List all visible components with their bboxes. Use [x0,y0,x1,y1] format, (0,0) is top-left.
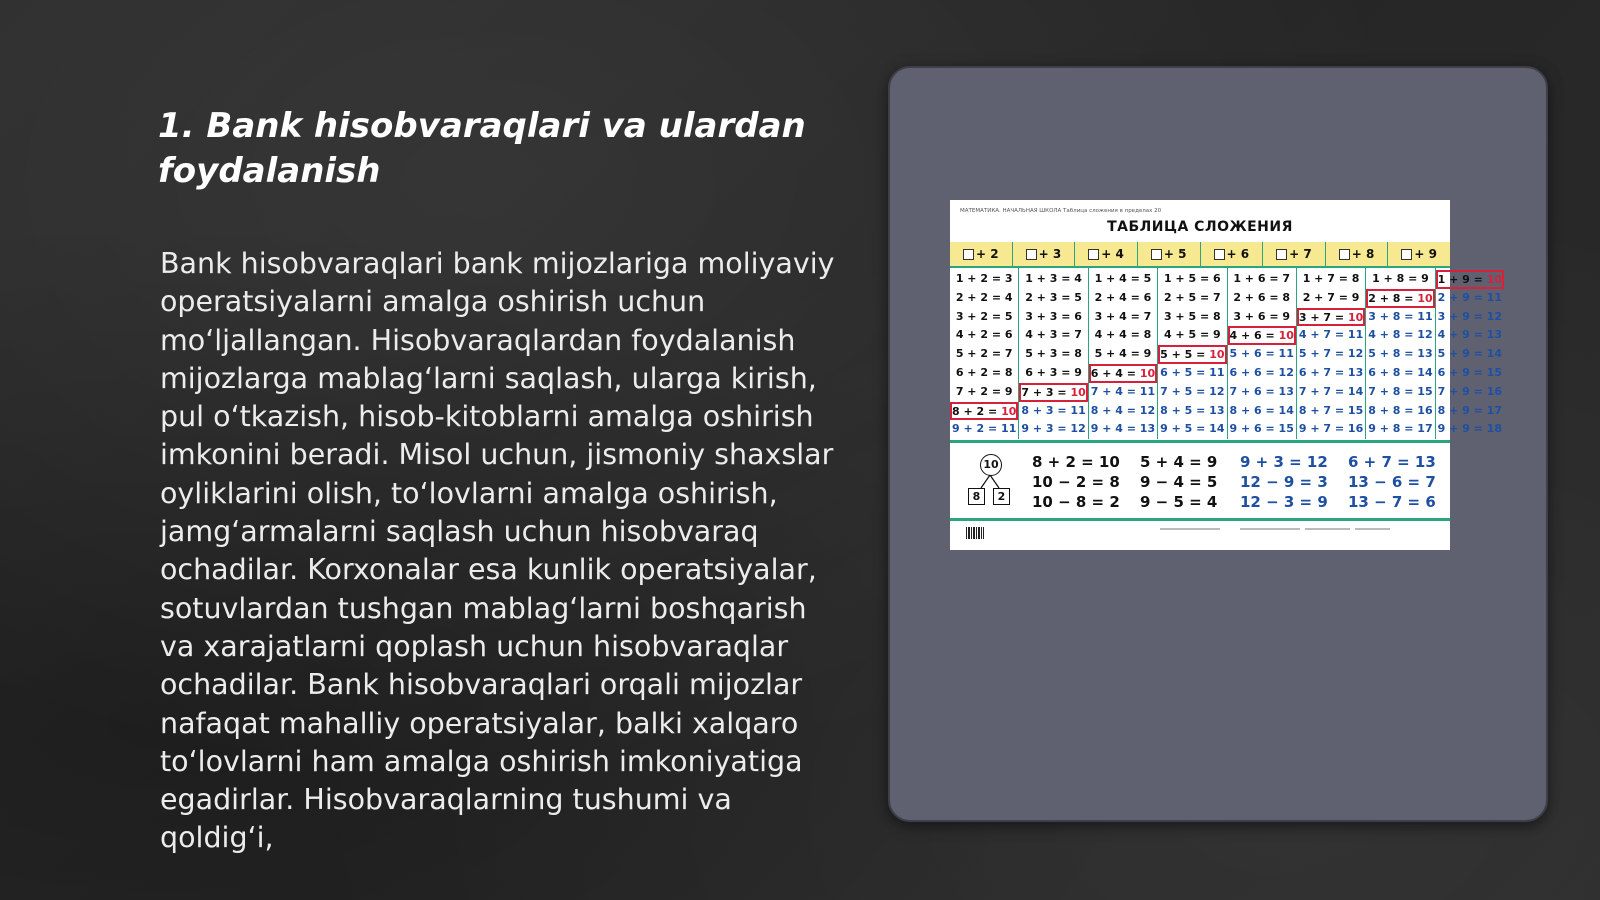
number-bond-whole: 10 [980,454,1002,476]
grid-cell: 8 + 7 = 15 [1298,403,1364,417]
slide-title [158,104,818,194]
grid-column [1436,268,1504,439]
grid-cell: 6 + 4 = 10 [1089,364,1157,383]
grid-cell: 2 + 2 = 4 [955,290,1013,304]
grid-column [950,268,1019,439]
slide-body-text: Bank hisobvaraqlari bank mijozlariga moliyaviy operatsiyalarni amalga oshirish uchun mo‘ljallangan. Hisobvaraqlardan foydalanish mijozlarga mablag‘larni saqlash, ularga kirish, pul o‘tkazish, hisob-kitoblarni amalga oshirish imkonini beradi. Misol uchun, jismoniy shaxslar oyliklarini olish, to‘lovlarni amalga oshirish, jamg‘armalarni saqlash uchun hisobvaraq ochadilar. Korxonalar esa kunlik operatsiyalar, sotuvlardan tushgan mablag‘larni boshqarish va xarajatlarni qoplash uchun hisobvaraqlar ochadilar. Bank hisobvaraqlari orqali mijozlar nafaqat mahalliy operatsiyalar, balki xalqaro to‘lovlarni ham amalga oshirish imkoniyatiga egadirlar. Hisobvaraqlarning tushumi va qoldig‘i, [160,247,835,855]
grid-cell: 3 + 8 = 11 [1368,309,1433,323]
grid-header-cell [1138,242,1201,266]
grid-cell: 6 + 6 = 12 [1229,365,1294,379]
grid-column [1297,268,1366,439]
grid-header-label: + 5 [1163,247,1187,261]
grid-cell: 4 + 7 = 11 [1298,328,1364,342]
grid-header-label: + 4 [1101,247,1124,261]
grid-cell: 6 + 3 = 9 [1025,365,1082,379]
grid-cell: 8 + 4 = 12 [1090,403,1156,417]
grid-cell: 9 + 4 = 13 [1090,422,1156,436]
equation-line: 12 − 9 = 3 [1240,473,1328,491]
grid-header-cell [1388,242,1450,266]
grid-header-row [950,242,1450,266]
grid-cell: 4 + 2 = 6 [955,328,1013,342]
equation-line: 6 + 7 = 13 [1348,453,1436,471]
grid-cell: 5 + 2 = 7 [955,347,1013,361]
grid-cell: 4 + 9 = 13 [1437,328,1502,342]
equation-line: 10 − 8 = 2 [1032,493,1120,511]
grid-cell: 5 + 5 = 10 [1158,345,1226,364]
grid-cell: 8 + 3 = 11 [1021,403,1086,417]
grid-header-cell [1263,242,1326,266]
equation-line: 9 − 4 = 5 [1140,473,1218,491]
equation-line: 9 − 5 = 4 [1140,493,1218,511]
grid-cell: 7 + 7 = 14 [1298,384,1364,398]
grid-cell: 6 + 9 = 15 [1437,365,1502,379]
equation-line: 10 − 2 = 8 [1032,473,1120,491]
grid-cell: 7 + 9 = 16 [1437,384,1502,398]
grid-cell: 2 + 7 = 9 [1302,290,1360,304]
checkbox-square-icon [1401,249,1412,260]
divider [950,440,1450,443]
grid-cell: 4 + 5 = 9 [1163,328,1221,342]
grid-header-cell [1075,242,1138,266]
checkbox-square-icon [1151,249,1162,260]
grid-cell: 1 + 9 = 10 [1436,270,1504,289]
grid-cell: 4 + 8 = 12 [1368,328,1433,342]
slide-title-line-2: foydalanish [158,151,381,191]
grid-cell: 9 + 3 = 12 [1021,422,1086,436]
grid-cell: 8 + 6 = 14 [1229,403,1294,417]
grid-cell: 3 + 3 = 6 [1025,309,1082,323]
footer-fine-print [1305,528,1350,530]
footer-divider [950,518,1450,521]
grid-header-cell [1013,242,1076,266]
grid-cell: 6 + 5 = 11 [1160,365,1225,379]
equation-group [1032,452,1120,512]
equation-line: 8 + 2 = 10 [1032,453,1120,471]
addition-grid [950,242,1502,439]
number-bond-section [950,448,1450,518]
equation-group [1140,452,1217,512]
grid-cell: 5 + 9 = 14 [1437,347,1502,361]
grid-cell: 3 + 6 = 9 [1233,309,1291,323]
grid-cell: 3 + 9 = 12 [1437,309,1502,323]
footer-fine-print [1240,528,1300,530]
equation-line: 5 + 4 = 9 [1140,453,1218,471]
grid-cell: 3 + 7 = 10 [1297,308,1365,327]
grid-cell: 5 + 7 = 12 [1298,347,1364,361]
grid-cell: 7 + 5 = 12 [1160,384,1225,398]
grid-cell: 7 + 4 = 11 [1090,384,1156,398]
poster-title: ТАБЛИЦА СЛОЖЕНИЯ [1107,219,1293,235]
grid-column [1089,268,1158,439]
grid-cell: 4 + 6 = 10 [1228,326,1296,345]
equation-group [1240,452,1328,512]
grid-cell: 6 + 2 = 8 [955,365,1013,379]
equation-line: 12 − 3 = 9 [1240,493,1328,511]
grid-cell: 5 + 8 = 13 [1368,347,1433,361]
grid-header-label: + 8 [1351,247,1375,261]
equation-line: 13 − 6 = 7 [1348,473,1436,491]
barcode-icon [966,527,984,539]
equation-group [1348,452,1436,512]
grid-cell: 2 + 9 = 11 [1437,290,1502,304]
grid-header-cell [1326,242,1389,266]
grid-header-label: + 3 [1038,247,1062,261]
grid-cell: 8 + 5 = 13 [1160,403,1225,417]
grid-cell: 7 + 6 = 13 [1229,384,1294,398]
equation-line: 9 + 3 = 12 [1240,453,1328,471]
grid-cell: 6 + 7 = 13 [1298,365,1364,379]
addition-table-poster [950,200,1502,550]
grid-header-cell [950,242,1013,266]
grid-column [1019,268,1088,439]
grid-cell: 1 + 7 = 8 [1302,272,1360,285]
slide-title-line-1: 1. Bank hisobvaraqlari va ulardan [158,106,806,146]
grid-cell: 7 + 3 = 10 [1019,383,1087,402]
grid-column [1158,268,1227,439]
grid-header-label: + 6 [1226,247,1250,261]
grid-cell: 3 + 5 = 8 [1163,309,1221,323]
grid-cell: 1 + 6 = 7 [1233,272,1291,285]
grid-column [1366,268,1435,439]
grid-cell: 1 + 3 = 4 [1025,272,1082,285]
grid-cell: 2 + 4 = 6 [1094,290,1152,304]
number-bond-part-a: 8 [968,488,985,505]
grid-cell: 9 + 5 = 14 [1160,422,1225,436]
checkbox-square-icon [1276,249,1287,260]
grid-cell: 2 + 8 = 10 [1366,289,1434,308]
grid-cell: 5 + 6 = 11 [1229,347,1294,361]
poster-top-text: МАТЕМАТИКА. НАЧАЛЬНАЯ ШКОЛА Таблица сложения в пределах 20 [960,208,1162,214]
grid-cell: 9 + 7 = 16 [1298,422,1364,436]
checkbox-square-icon [963,249,974,260]
grid-cell: 8 + 2 = 10 [950,402,1018,421]
grid-cell: 1 + 2 = 3 [955,272,1013,285]
grid-cell: 9 + 9 = 18 [1437,422,1502,436]
checkbox-square-icon [1339,249,1350,260]
grid-cell: 2 + 3 = 5 [1025,290,1082,304]
grid-cell: 6 + 8 = 14 [1368,365,1433,379]
footer-fine-print [1160,528,1220,530]
grid-cell: 3 + 2 = 5 [955,309,1013,323]
grid-column [1228,268,1297,439]
checkbox-square-icon [1026,249,1037,260]
checkbox-square-icon [1088,249,1099,260]
grid-cell: 8 + 8 = 16 [1368,403,1433,417]
grid-cell: 2 + 5 = 7 [1163,290,1221,304]
grid-header-cell [1201,242,1264,266]
grid-header-label: + 2 [976,247,999,261]
footer-fine-print [1355,528,1390,530]
grid-cell: 9 + 2 = 11 [952,422,1017,436]
grid-cell: 7 + 8 = 15 [1368,384,1433,398]
grid-cell: 1 + 5 = 6 [1163,272,1221,285]
grid-cell: 3 + 4 = 7 [1094,309,1152,323]
grid-cell: 9 + 6 = 15 [1229,422,1294,436]
image-panel [888,66,1548,822]
grid-cell: 4 + 4 = 8 [1094,328,1152,342]
grid-body [950,266,1502,439]
checkbox-square-icon [1214,249,1225,260]
grid-header-label: + 9 [1414,247,1437,261]
grid-cell: 1 + 4 = 5 [1094,272,1152,285]
grid-cell: 4 + 3 = 7 [1025,328,1082,342]
grid-cell: 5 + 4 = 9 [1094,347,1152,361]
grid-cell: 7 + 2 = 9 [955,384,1013,398]
grid-cell: 1 + 8 = 9 [1372,272,1429,285]
grid-cell: 9 + 8 = 17 [1368,422,1433,436]
grid-cell: 8 + 9 = 17 [1437,403,1502,417]
grid-cell: 5 + 3 = 8 [1025,347,1082,361]
number-bond-part-b: 2 [993,488,1010,505]
grid-header-label: + 7 [1289,247,1312,261]
grid-cell: 2 + 6 = 8 [1233,290,1291,304]
equation-line: 13 − 7 = 6 [1348,493,1436,511]
